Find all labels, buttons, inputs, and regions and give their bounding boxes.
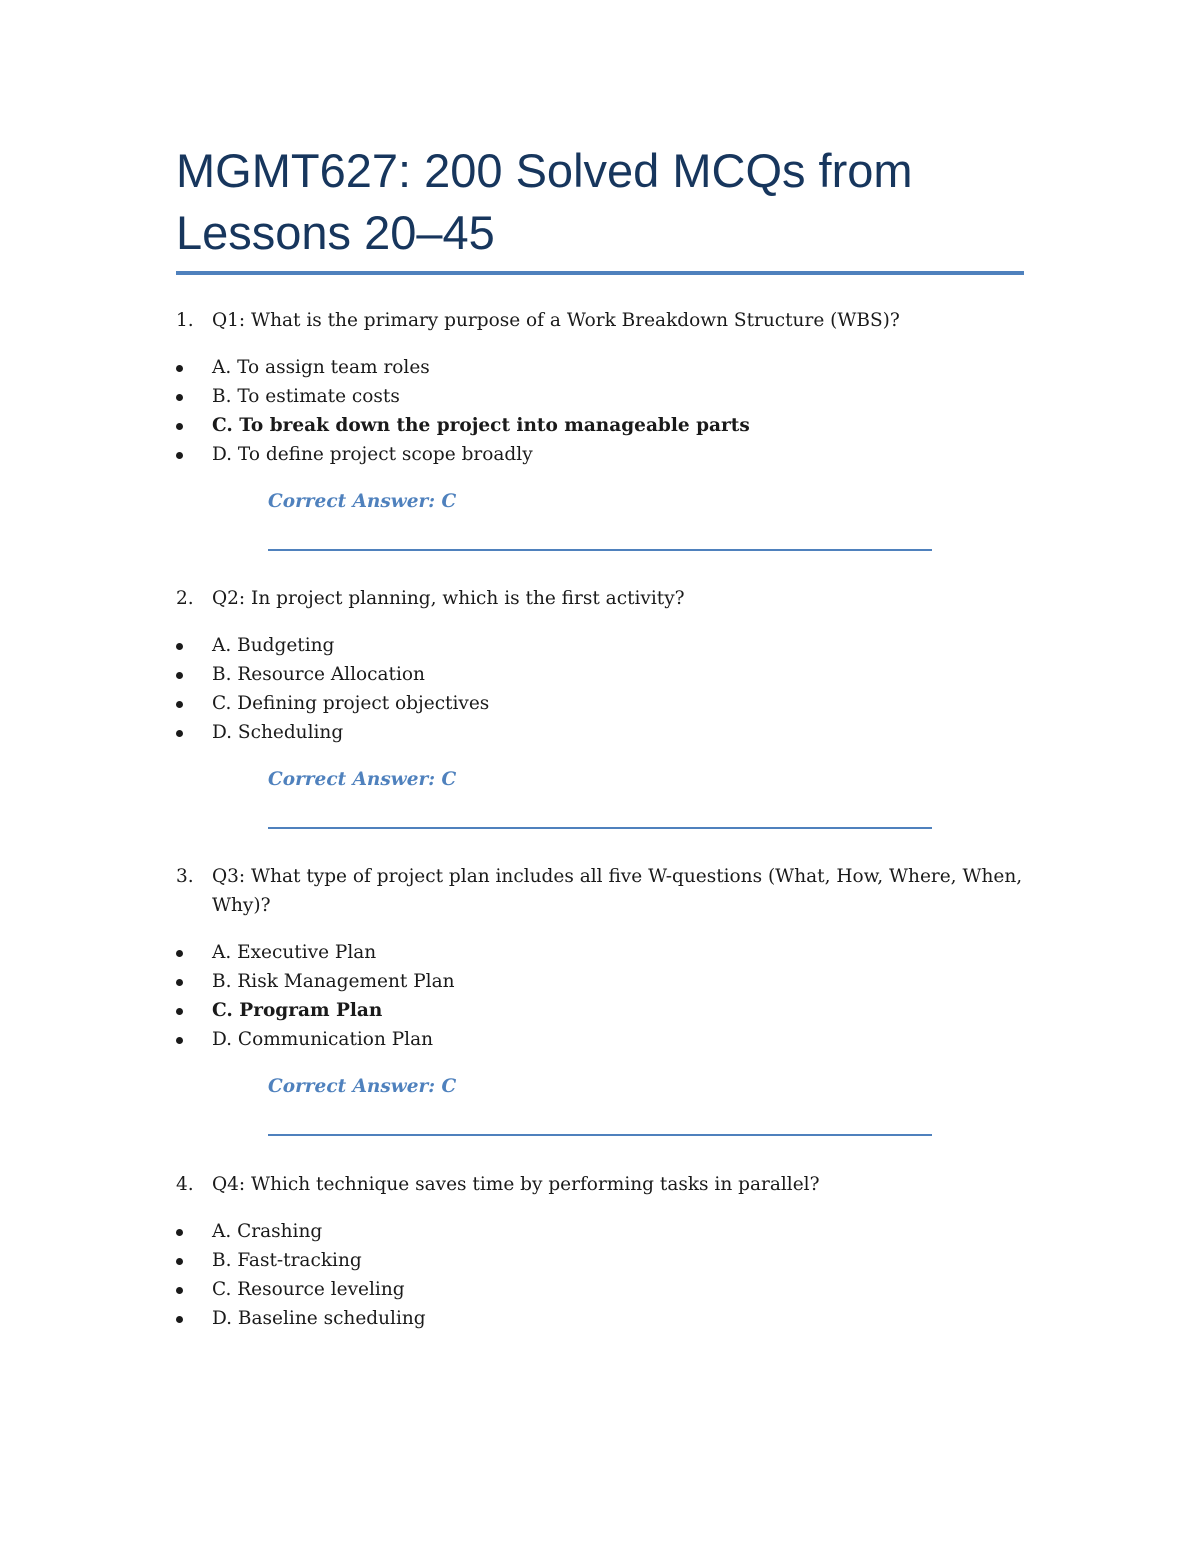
options-list xyxy=(176,1217,1026,1333)
option-item xyxy=(176,353,1026,382)
bullet-icon xyxy=(176,950,183,957)
option-label: D. Scheduling xyxy=(212,722,344,743)
bullet-icon xyxy=(176,1287,183,1294)
correct-answer: Correct Answer: C xyxy=(268,769,457,790)
title-underline xyxy=(176,271,1024,275)
option-item xyxy=(176,440,1026,469)
bullet-icon xyxy=(176,1008,183,1015)
correct-answer: Correct Answer: C xyxy=(268,1076,457,1097)
answer-divider xyxy=(268,549,932,551)
option-item xyxy=(176,1304,1026,1333)
answer-divider xyxy=(268,1134,932,1136)
option-item xyxy=(176,660,1026,689)
option-label: C. Defining project objectives xyxy=(212,693,490,714)
bullet-icon xyxy=(176,1229,183,1236)
option-label: C. Program Plan xyxy=(212,1000,383,1021)
bullet-icon xyxy=(176,701,183,708)
option-label: D. Baseline scheduling xyxy=(212,1308,426,1329)
option-item xyxy=(176,1275,1026,1304)
option-label: B. Fast-tracking xyxy=(212,1250,362,1271)
option-label: B. Risk Management Plan xyxy=(212,971,455,992)
option-label: D. Communication Plan xyxy=(212,1029,434,1050)
options-list xyxy=(176,353,1026,469)
option-label: C. Resource leveling xyxy=(212,1279,405,1300)
bullet-icon xyxy=(176,1258,183,1265)
question-number: 4. xyxy=(176,1174,194,1195)
option-item xyxy=(176,1246,1026,1275)
question-number: 2. xyxy=(176,588,194,609)
question-item xyxy=(176,1170,1026,1333)
option-item xyxy=(176,1025,1026,1054)
option-item xyxy=(176,1217,1026,1246)
question-text: Q4: Which technique saves time by performing tasks in parallel? xyxy=(212,1174,820,1195)
bullet-icon xyxy=(176,672,183,679)
bullet-icon xyxy=(176,643,183,650)
option-item-highlighted xyxy=(176,411,1026,440)
option-label: A. Executive Plan xyxy=(212,942,377,963)
document-title: MGMT627: 200 Solved MCQs from Lessons 20–45 xyxy=(176,144,913,259)
option-item xyxy=(176,938,1026,967)
question-text: Q3: What type of project plan includes all five W-questions (What, How, Where, When, Why)? xyxy=(212,866,1023,916)
question-text: Q1: What is the primary purpose of a Work Breakdown Structure (WBS)? xyxy=(212,310,900,331)
bullet-icon xyxy=(176,730,183,737)
question-number: 3. xyxy=(176,866,194,887)
bullet-icon xyxy=(176,423,183,430)
option-item xyxy=(176,631,1026,660)
bullet-icon xyxy=(176,394,183,401)
option-label: A. Budgeting xyxy=(212,635,335,656)
question-text-row xyxy=(176,1170,1026,1199)
question-item xyxy=(176,862,1026,1136)
bullet-icon xyxy=(176,365,183,372)
question-text-row xyxy=(176,862,1026,920)
question-number: 1. xyxy=(176,310,194,331)
option-label: B. Resource Allocation xyxy=(212,664,425,685)
correct-answer: Correct Answer: C xyxy=(268,491,457,512)
option-item xyxy=(176,382,1026,411)
bullet-icon xyxy=(176,979,183,986)
question-text: Q2: In project planning, which is the first activity? xyxy=(212,588,685,609)
bullet-icon xyxy=(176,452,183,459)
question-text-row xyxy=(176,306,1026,335)
options-list xyxy=(176,938,1026,1054)
answer-divider xyxy=(268,827,932,829)
option-item xyxy=(176,718,1026,747)
option-label: A. To assign team roles xyxy=(212,357,430,378)
option-label: D. To define project scope broadly xyxy=(212,444,533,465)
option-label: A. Crashing xyxy=(212,1221,323,1242)
option-label: C. To break down the project into manageable parts xyxy=(212,415,750,436)
option-item xyxy=(176,689,1026,718)
option-item-highlighted xyxy=(176,996,1026,1025)
option-item xyxy=(176,967,1026,996)
bullet-icon xyxy=(176,1316,183,1323)
options-list xyxy=(176,631,1026,747)
question-item xyxy=(176,584,1026,829)
option-label: B. To estimate costs xyxy=(212,386,400,407)
bullet-icon xyxy=(176,1037,183,1044)
question-item xyxy=(176,306,1026,551)
question-text-row xyxy=(176,584,1026,613)
